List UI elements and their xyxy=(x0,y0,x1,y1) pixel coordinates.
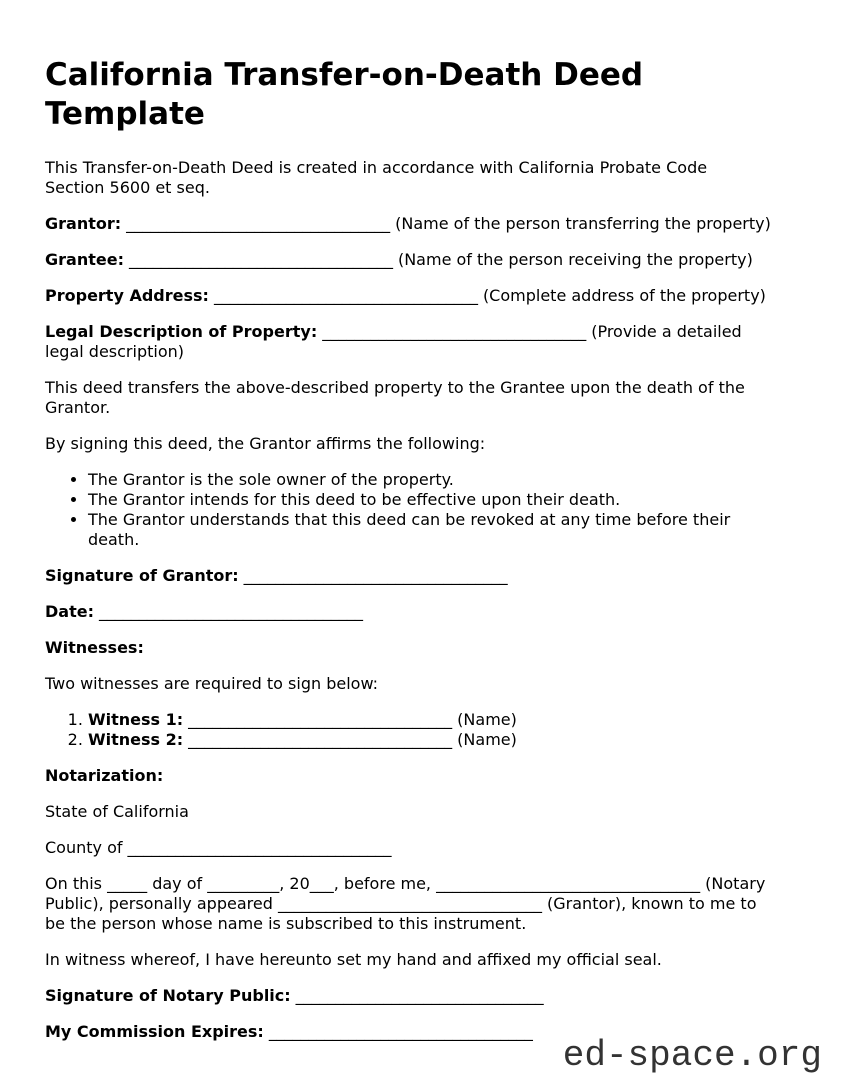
commission-expires-label: My Commission Expires: xyxy=(45,1022,264,1041)
transfer-paragraph xyxy=(45,378,799,418)
state-line: State of California xyxy=(45,802,189,821)
intro-line-2: Section 5600 et seq. xyxy=(45,178,210,197)
witness-1-label: Witness 1: xyxy=(88,710,184,729)
grantor-note: (Name of the person transferring the property) xyxy=(395,214,771,233)
affirmation-item xyxy=(88,510,799,550)
grantor-signature-blank-line: _________________________________ xyxy=(243,566,508,585)
affirmation-item xyxy=(88,470,799,490)
transfer-line-1: This deed transfers the above-described property to the Grantee upon the death of the xyxy=(45,378,745,397)
intro-line-1: This Transfer-on-Death Deed is created in accordance with California Probate Code xyxy=(45,158,708,177)
legal-description-blank-line: _________________________________ xyxy=(322,322,587,341)
intro-paragraph xyxy=(45,158,799,198)
affirmation-3-line-2: death. xyxy=(88,530,140,549)
grantee-note: (Name of the person receiving the property) xyxy=(397,250,753,269)
grantor-label: Grantor: xyxy=(45,214,122,233)
document-title xyxy=(45,56,799,134)
witness-item xyxy=(88,730,799,750)
grantor-signature-label: Signature of Grantor: xyxy=(45,566,239,585)
field-grantor xyxy=(45,214,799,234)
witness-item xyxy=(88,710,799,730)
site-watermark: ed-space.org xyxy=(562,1035,822,1076)
witness-list xyxy=(45,710,799,750)
legal-description-line-1 xyxy=(45,322,799,342)
witness-2-note: (Name) xyxy=(457,730,517,749)
property-address-note: (Complete address of the property) xyxy=(482,286,766,305)
notary-ack-line-3: be the person whose name is subscribed to this instrument. xyxy=(45,914,527,933)
transfer-line-2: Grantor. xyxy=(45,398,111,417)
legal-description-note-continued: legal description) xyxy=(45,342,184,361)
affirmations-heading: By signing this deed, the Grantor affirms the following: xyxy=(45,434,486,453)
affirmations-list xyxy=(45,470,799,550)
legal-description-note: (Provide a detailed xyxy=(591,322,742,341)
commission-expires-blank-line: _________________________________ xyxy=(268,1022,533,1041)
field-date xyxy=(45,602,799,622)
notary-ack-line-2: Public), personally appeared _________________________________ (Grantor), known to me to xyxy=(45,894,757,913)
affirmation-1-line-1: • The Grantor is the sole owner of the property. xyxy=(88,470,454,489)
field-grantee xyxy=(45,250,799,270)
notary-signature-blank-line: _______________________________ xyxy=(295,986,544,1005)
affirmation-2-line-1: • The Grantor intends for this deed to be effective upon their death. xyxy=(88,490,621,509)
witness-2-blank-line: _________________________________ xyxy=(188,730,453,749)
grantor-blank-line: _________________________________ xyxy=(126,214,391,233)
witness-2-label: Witness 2: xyxy=(88,730,184,749)
county-label: County of xyxy=(45,838,123,857)
field-property-address xyxy=(45,286,799,306)
witnesses-heading: Witnesses: xyxy=(45,638,144,657)
witnesses-intro: Two witnesses are required to sign below: xyxy=(45,674,379,693)
grantee-blank-line: _________________________________ xyxy=(128,250,393,269)
field-county xyxy=(45,838,799,858)
legal-description-label: Legal Description of Property: xyxy=(45,322,318,341)
document-title-line-2: Template xyxy=(45,96,205,132)
property-address-blank-line: _________________________________ xyxy=(213,286,478,305)
date-label: Date: xyxy=(45,602,94,621)
date-blank-line: _________________________________ xyxy=(98,602,363,621)
field-notary-signature xyxy=(45,986,799,1006)
notarization-heading: Notarization: xyxy=(45,766,164,785)
notary-acknowledgment xyxy=(45,874,799,934)
notary-ack-line-1: On this _____ day of _________, 20___, before me, _________________________________ (Notary xyxy=(45,874,766,893)
grantee-label: Grantee: xyxy=(45,250,124,269)
document-title-line-1: California Transfer-on-Death Deed xyxy=(45,57,644,93)
notary-signature-label: Signature of Notary Public: xyxy=(45,986,291,1005)
county-blank-line: _________________________________ xyxy=(127,838,392,857)
witness-1-blank-line: _________________________________ xyxy=(188,710,453,729)
affirmation-3-line-1: • The Grantor understands that this deed can be revoked at any time before their xyxy=(88,510,731,529)
affirmation-item xyxy=(88,490,799,510)
seal-line: In witness whereof, I have hereunto set my hand and affixed my official seal. xyxy=(45,950,662,969)
field-legal-description xyxy=(45,322,799,362)
field-grantor-signature xyxy=(45,566,799,586)
property-address-label: Property Address: xyxy=(45,286,209,305)
witness-1-note: (Name) xyxy=(457,710,517,729)
